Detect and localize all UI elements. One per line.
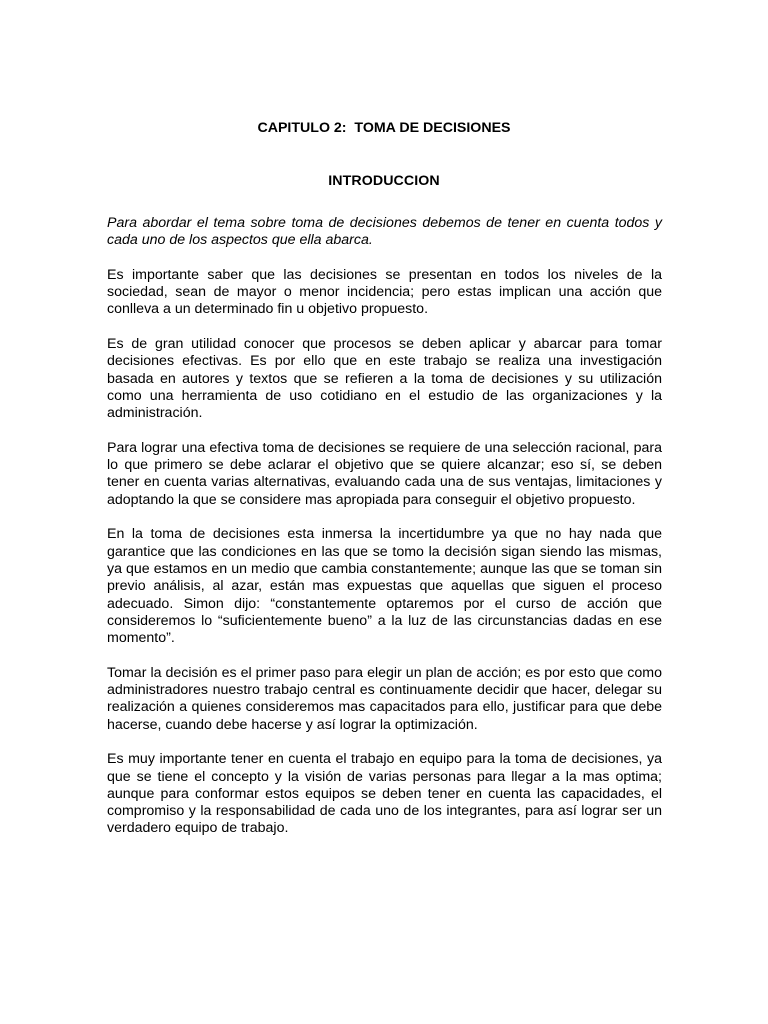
- paragraph: En la toma de decisiones esta inmersa la incertidumbre ya que no hay nada que garantice que las condiciones en las que se tomo la decisión sigan siendo las mismas, ya que estamos en un medio que cambia constantemente; aunque las que se toman sin previo análisis, al azar, están mas expuestas que aquellas que siguen el proceso adecuado. Simon dijo: “constantemente optaremos por el curso de acción que consideremos lo “suficientemente bueno” a la luz de las circunstancias dadas en ese momento”.: [107, 526, 662, 647]
- body-text: [107, 215, 662, 855]
- intro-paragraph: Para abordar el tema sobre toma de decisiones debemos de tener en cuenta todos y cada uno de los aspectos que ella abarca.: [107, 215, 662, 249]
- paragraph: Para lograr una efectiva toma de decisiones se requiere de una selección racional, para lo que primero se debe aclarar el objetivo que se quiere alcanzar; eso sí, se deben tener en cuenta varias alternativas, evaluando cada una de sus ventajas, limitaciones y adoptando la que se considere mas apropiada para conseguir el objetivo propuesto.: [107, 439, 662, 508]
- paragraph: Tomar la decisión es el primer paso para elegir un plan de acción; es por esto que como administradores nuestro trabajo central es continuamente decidir que hacer, delegar su realización a quienes consideremos mas capacitados para ello, justificar para que debe hacerse, cuando debe hacerse y así lograr la optimización.: [107, 664, 662, 733]
- paragraph: Es muy importante tener en cuenta el trabajo en equipo para la toma de decisiones, ya que se tiene el concepto y la visión de varias personas para llegar a la mas optima; aunque para conformar estos equipos se deben tener en cuenta las capacidades, el compromiso y la responsabilidad de cada uno de los integrantes, para así lograr ser un verdadero equipo de trabajo.: [107, 751, 662, 837]
- section-title: INTRODUCCION: [328, 173, 440, 189]
- paragraph: Es importante saber que las decisiones se presentan en todos los niveles de la sociedad, sean de mayor o menor incidencia; pero estas implican una acción que conlleva a un determinado fin u objetivo propuesto.: [107, 266, 662, 318]
- chapter-title: CAPITULO 2: TOMA DE DECISIONES: [257, 120, 511, 136]
- paragraph: Es de gran utilidad conocer que procesos se deben aplicar y abarcar para tomar decisiones efectivas. Es por ello que en este trabajo se realiza una investigación basada en autores y textos que se refieren a la toma de decisiones y su utilización como una herramienta de uso cotidiano en el estudio de las organizaciones y la administración.: [107, 336, 662, 422]
